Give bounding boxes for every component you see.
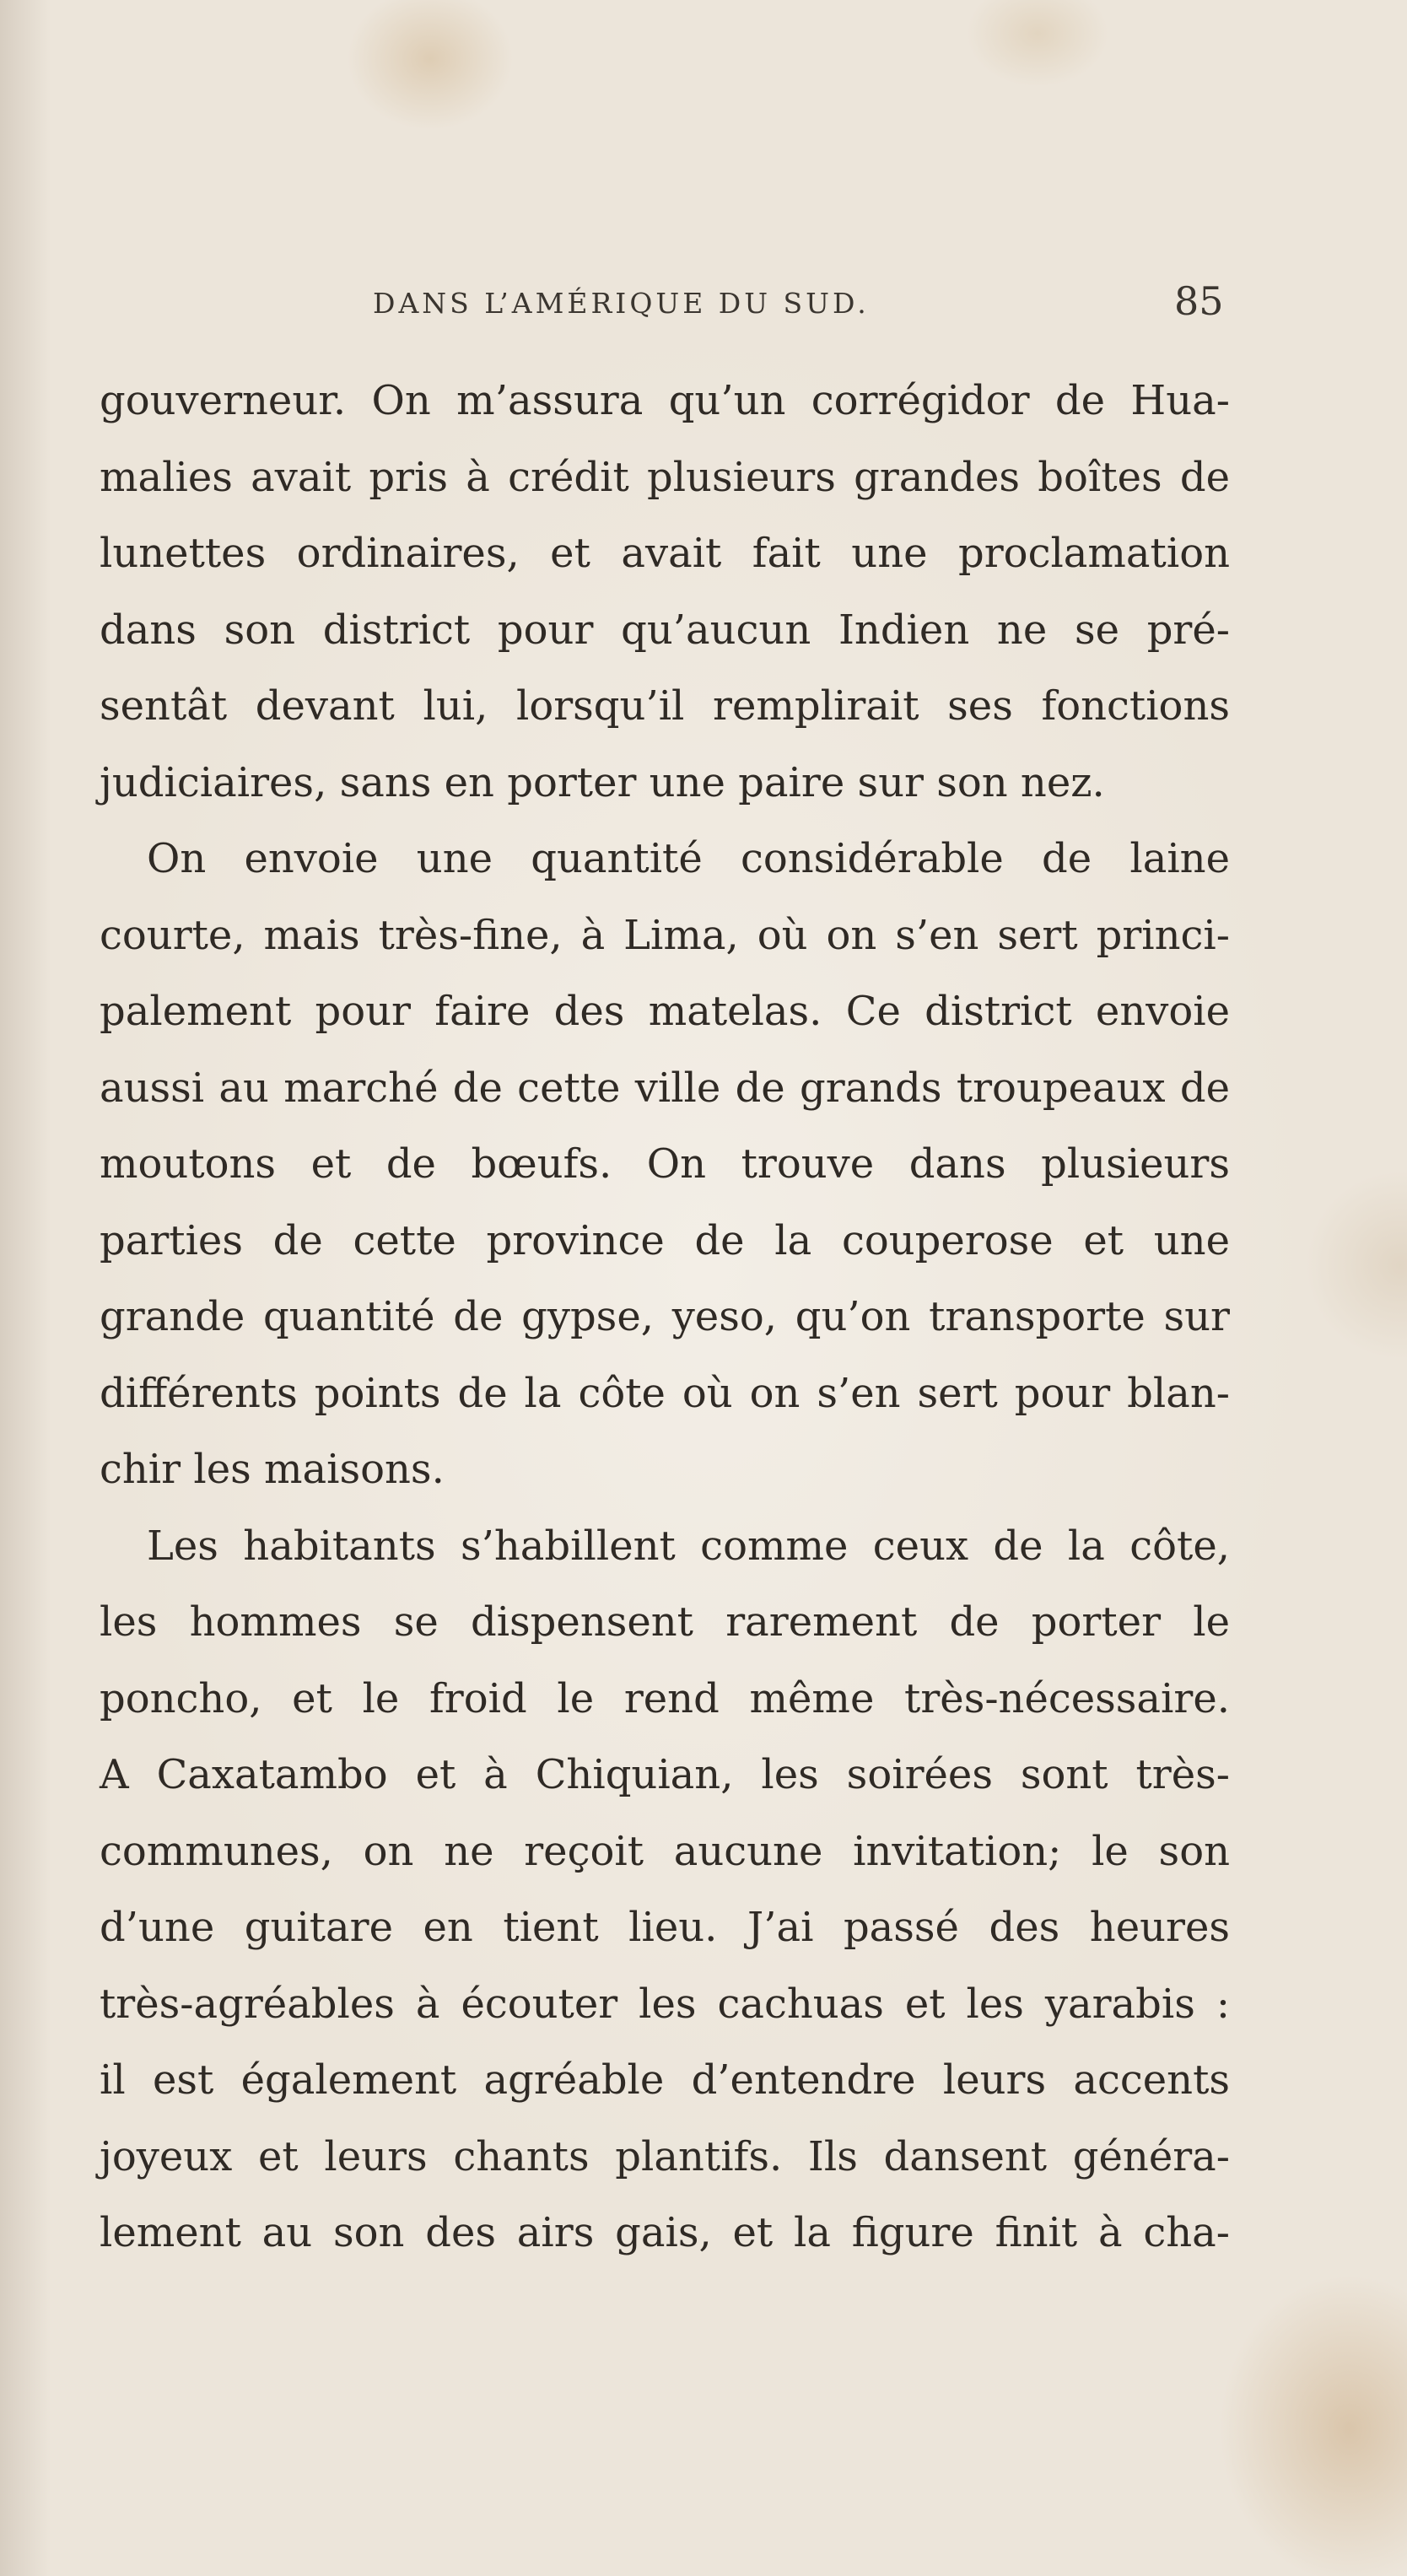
text-line: dans son district pour qu’aucun Indien ne se pré-: [100, 606, 1230, 654]
paragraph-2: [100, 821, 1230, 1508]
paragraph-1: [100, 363, 1230, 821]
text-line: il est également agréable d’entendre leurs accents: [100, 2056, 1230, 2104]
text-line: A Caxatambo et à Chiquian, les soirées sont très-: [100, 1751, 1230, 1798]
text-line: Les habitants s’habillent comme ceux de la côte,: [147, 1522, 1230, 1570]
text-line: très-agréables à écouter les cachuas et les yarabis :: [100, 1980, 1230, 2028]
text-line: communes, on ne reçoit aucune invitation; le son: [100, 1827, 1230, 1875]
paragraph-3: [100, 1508, 1230, 2272]
page-header: [0, 278, 1407, 329]
page-number: 85: [1174, 278, 1224, 324]
body-text: [100, 363, 1230, 2272]
text-line: courte, mais très-fine, à Lima, où on s’en sert princi-: [100, 911, 1230, 959]
text-line: grande quantité de gypse, yeso, qu’on transporte sur: [100, 1293, 1230, 1340]
text-line: On envoie une quantité considérable de laine: [147, 835, 1230, 882]
text-line: lunettes ordinaires, et avait fait une proclamation: [100, 530, 1230, 577]
text-line: palement pour faire des matelas. Ce district envoie: [100, 988, 1230, 1035]
text-line: judiciaires, sans en porter une paire sur son nez.: [100, 758, 1105, 806]
text-line: différents points de la côte où on s’en sert pour blan-: [100, 1369, 1230, 1417]
text-line: joyeux et leurs chants plantifs. Ils dansent généra-: [100, 2132, 1230, 2180]
text-line: les hommes se dispensent rarement de porter le: [100, 1598, 1230, 1646]
text-line: sentât devant lui, lorsqu’il remplirait ses fonctions: [100, 682, 1230, 730]
text-line: parties de cette province de la couperose et une: [100, 1216, 1230, 1264]
text-line: aussi au marché de cette ville de grands troupeaux de: [100, 1064, 1230, 1112]
text-line: moutons et de bœufs. On trouve dans plusieurs: [100, 1140, 1230, 1188]
text-line: poncho, et le froid le rend même très-nécessaire.: [100, 1674, 1230, 1722]
text-line: gouverneur. On m’assura qu’un corrégidor de Hua-: [100, 377, 1230, 424]
text-line: d’une guitare en tient lieu. J’ai passé des heures: [100, 1904, 1230, 1951]
text-line: lement au son des airs gais, et la figure finit à cha-: [100, 2209, 1230, 2256]
text-line: chir les maisons.: [100, 1446, 445, 1493]
running-head: DANS L’AMÉRIQUE DU SUD.: [373, 287, 870, 320]
text-line: malies avait pris à crédit plusieurs grandes boîtes de: [100, 453, 1230, 501]
